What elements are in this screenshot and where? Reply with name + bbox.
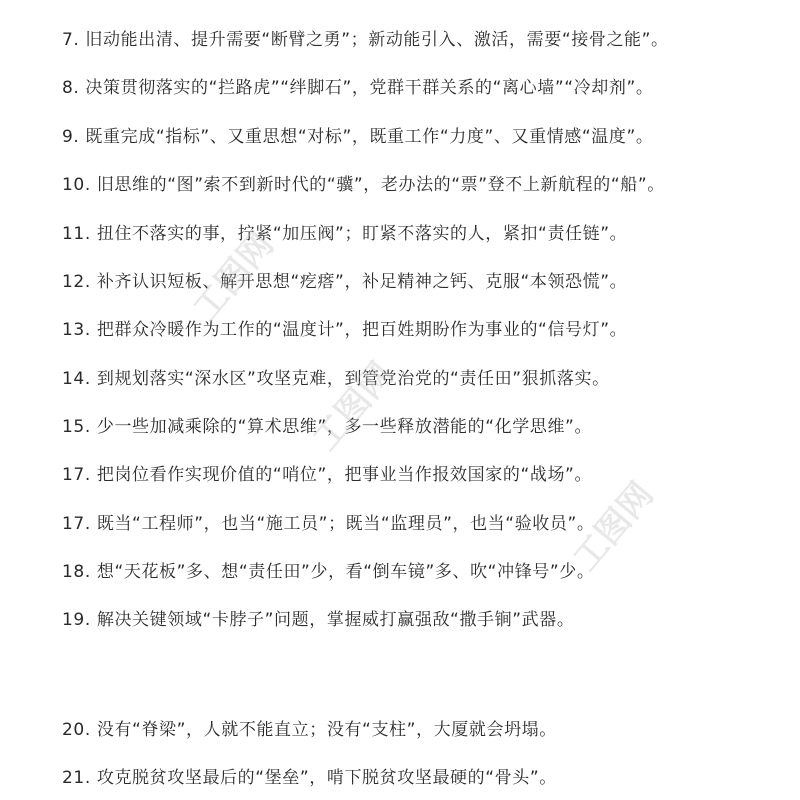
sentence-line-17b: 17. 既当“工程师”，也当“施工员”；既当“监理员”，也当“验收员”。 [62, 514, 595, 534]
sentence-line-8: 8. 决策贯彻落实的“拦路虎”“绊脚石”，党群干群关系的“离心墙”“冷却剂”。 [62, 78, 654, 98]
sentence-line-17a: 17. 把岗位看作实现价值的“哨位”，把事业当作报效国家的“战场”。 [62, 465, 593, 485]
sentence-line-21: 21. 攻克脱贫攻坚最后的“堡垒”，啃下脱贫攻坚最硬的“骨头”。 [62, 768, 557, 788]
sentence-line-14: 14. 到规划落实“深水区”攻坚克难，到管党治党的“责任田”狠抓落实。 [62, 369, 610, 389]
sentence-line-18: 18. 想“天花板”多、想“责任田”少，看“倒车镜”多、吹“冲锋号”少。 [62, 562, 595, 582]
sentence-line-13: 13. 把群众冷暖作为工作的“温度计”，把百姓期盼作为事业的“信号灯”。 [62, 320, 628, 340]
sentence-line-9: 9. 既重完成“指标”、又重思想“对标”，既重工作“力度”、又重情感“温度”。 [62, 127, 654, 147]
sentence-line-20: 20. 没有“脊梁”，人就不能直立；没有“支柱”，大厦就会坍塌。 [62, 720, 557, 740]
sentence-line-15: 15. 少一些加减乘除的“算术思维”，多一些释放潜能的“化学思维”。 [62, 417, 593, 437]
sentence-line-12: 12. 补齐认识短板、解开思想“疙瘩”，补足精神之钙、克服“本领恐慌”。 [62, 272, 628, 292]
watermark: 工图网 [565, 474, 662, 579]
watermark: 工图网 [305, 354, 402, 459]
sentence-line-10: 10. 旧思维的“图”索不到新时代的“骥”，老办法的“票”登不上新航程的“船”。 [62, 175, 665, 195]
watermark: 工图网 [185, 224, 282, 329]
sentence-line-7: 7. 旧动能出清、提升需要“断臂之勇”；新动能引入、激活，需要“接骨之能”。 [62, 30, 669, 50]
sentence-line-11: 11. 扭住不落实的事，拧紧“加压阀”；盯紧不落实的人，紧扣“责任链”。 [62, 224, 628, 244]
sentence-line-19: 19. 解决关键领域“卡脖子”问题，掌握威打赢强敌“撒手锏”武器。 [62, 610, 575, 630]
